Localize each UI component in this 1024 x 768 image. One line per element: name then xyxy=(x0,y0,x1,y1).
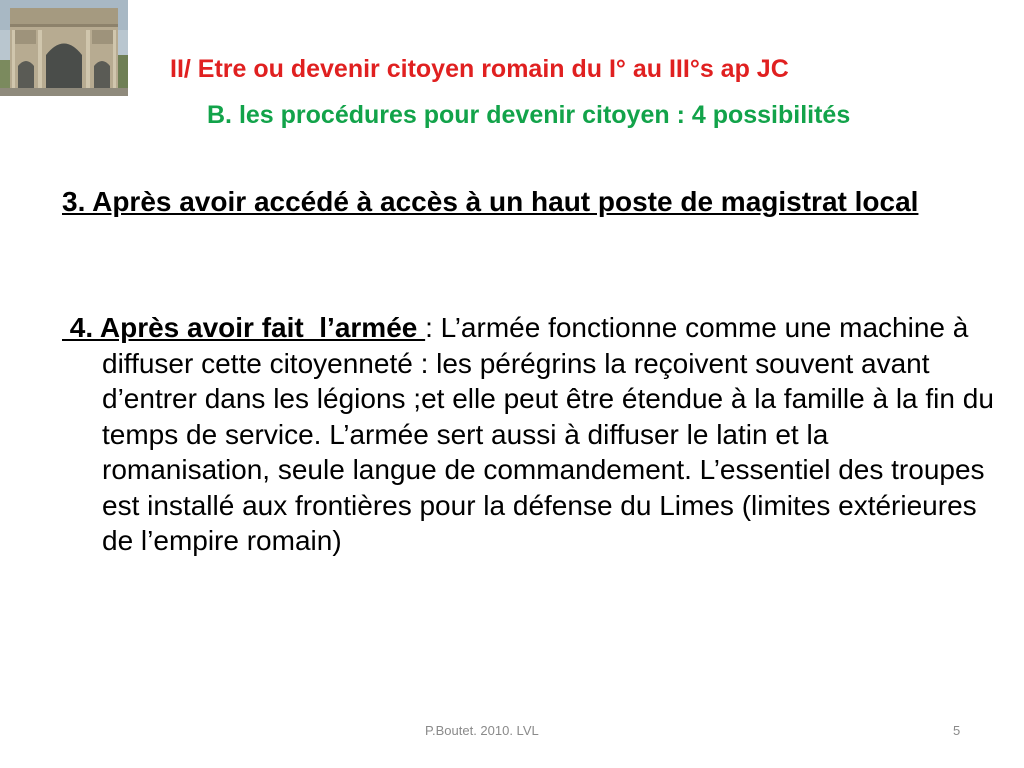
slide-subtitle: B. les procédures pour devenir citoyen : 4 possibilités xyxy=(207,101,851,129)
triumphal-arch-image xyxy=(0,0,128,96)
arch-icon xyxy=(0,0,128,96)
point-3-heading: 3. Après avoir accédé à accès à un haut poste de magistrat local xyxy=(62,186,919,217)
page-number: 5 xyxy=(953,723,961,738)
footer-credit: P.Boutet. 2010. LVL xyxy=(425,723,539,738)
point-4-paragraph xyxy=(62,310,1002,559)
point-4-heading: 4. Après avoir fait l’armée xyxy=(62,312,426,343)
point-3-paragraph xyxy=(62,184,1002,220)
point-4-text: : L’armée fonctionne comme une machine à diffuser cette citoyenneté : les pérégrins la reçoivent souvent avant d’entrer dans les légions ;et elle peut être étendue à la famille à la fin du temps de service. L’armée sert aussi à diffuser le latin et la romanisation, seule langue de commandement. L’essentiel des troupes est installé aux frontières pour la défense du Limes (limites extérieures de l’empire romain) xyxy=(102,312,994,556)
slide-title: II/ Etre ou devenir citoyen romain du I° au III°s ap JC xyxy=(170,55,789,83)
